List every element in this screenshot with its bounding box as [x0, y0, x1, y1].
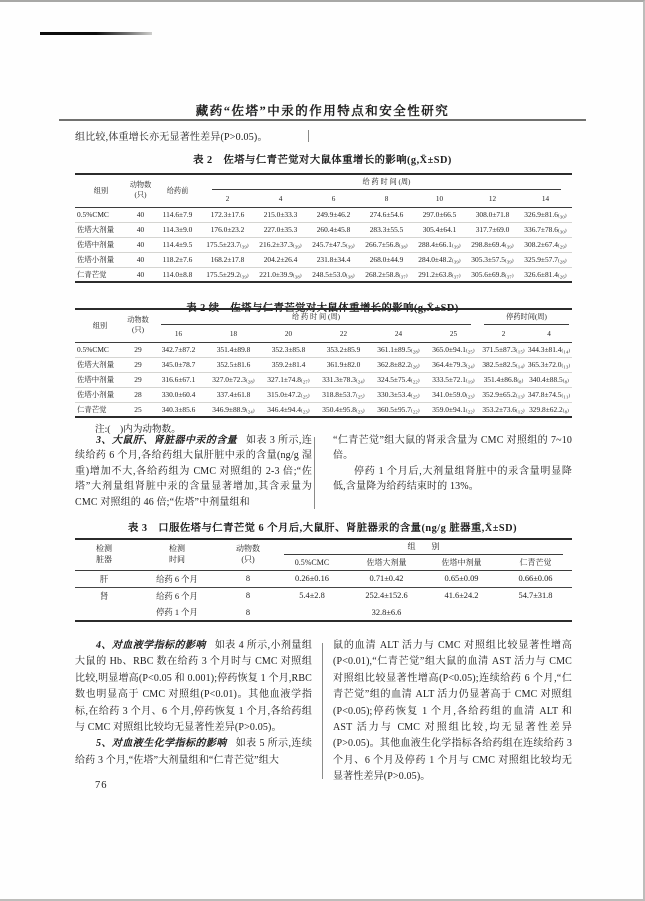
table-cell: 215.0±33.3 — [263, 210, 298, 219]
table-cell: 248.5±53.0₍₃₈₎ — [307, 267, 360, 282]
table-cell: 114.0±8.8 — [154, 267, 201, 282]
table-cell: 333.5±72.1₍₁₉₎ — [426, 372, 481, 387]
table-cell: 274.6±54.6 — [369, 210, 404, 219]
table-note: 注:( )内为动物数。 — [95, 424, 181, 435]
scan-artifact-bar — [40, 32, 152, 35]
t2b-h-group: 组别 — [75, 309, 125, 342]
table-cell: 340.4±88.5₍₈₎ — [526, 372, 572, 387]
table-cell: 298.8±69.4₍₃₉₎ — [466, 237, 519, 252]
section5-heading: 5、对血液生化学指标的影响 — [96, 738, 227, 750]
table-cell: 352.9±65.2₍₁₃₎ — [481, 387, 526, 402]
table-cell: 317.7±69.0 — [466, 222, 519, 237]
table-cell: 0.26±0.16 — [295, 574, 329, 583]
table-cell: 305.3±57.5₍₃₉₎ — [466, 252, 519, 267]
row-label: 肝 — [99, 574, 109, 584]
table-row — [75, 267, 572, 282]
row-label: 仁青芒觉 — [75, 402, 125, 417]
table-cell: 284.0±48.2₍₃₉₎ — [413, 252, 466, 267]
section4-paragraph — [75, 638, 312, 736]
table-cell: 330.0±60.4 — [151, 387, 206, 402]
table2b-title: 表 2 续 佐塔与仁青芒觉对大鼠体重增长的影响(g,X̄±SD) — [186, 303, 459, 314]
t2b-week: 18 — [206, 327, 261, 342]
table-cell: 25 — [125, 402, 151, 417]
row-label: 佐塔中剂量 — [75, 372, 125, 387]
table-cell: 40 — [127, 237, 154, 252]
table-cell: 268.2±58.8₍₃₇₎ — [360, 267, 413, 282]
t3-group: 0.5%CMC — [275, 555, 349, 570]
section3-text: 如表 3 所示,连续给药 6 个月,各给药组大鼠肝脏中汞的含量(ng/g 湿重)增加不大,各给药组为 CMC 对照组的 2-3 倍;“佐塔”大剂量组肾脏中汞的含量显著增加,其含汞量为 CMC 对照组的 46 倍;“佐塔”中剂量组和 — [75, 435, 312, 508]
table-cell: 364.4±79.3₍₂₄₎ — [426, 357, 481, 372]
t2b-stop-week: 4 — [526, 327, 572, 342]
table-cell: 288.4±66.1₍₃₉₎ — [413, 237, 466, 252]
t2-week: 14 — [519, 192, 572, 207]
t3-h-organ: 检测 脏器 — [75, 539, 133, 570]
table-cell: 291.2±63.8₍₃₇₎ — [413, 267, 466, 282]
table-cell: 365.0±94.1₍₂₅₎ — [432, 345, 475, 354]
t2b-h-animals: 动物数 (只) — [125, 309, 151, 342]
table-cell: 360.5±95.7₍₂₂₎ — [371, 402, 426, 417]
table-cell: 327.0±72.3₍₂₈₎ — [206, 372, 261, 387]
t2-h-animals: 动物数 (只) — [127, 174, 154, 207]
table-row — [75, 372, 572, 387]
table-cell: 340.3±85.6 — [151, 402, 206, 417]
table-cell: 0.71±0.42 — [369, 574, 404, 583]
table-cell: 305.6±69.8₍₃₇₎ — [466, 267, 519, 282]
table-cell: 326.9±81.6₍₃₀₎ — [524, 210, 567, 219]
table-cell — [275, 604, 349, 621]
table-cell: 359.2±81.4 — [261, 357, 316, 372]
table-cell: 40 — [127, 267, 154, 282]
table-cell: 345.0±78.7 — [151, 357, 206, 372]
table-cell: 0.66±0.06 — [518, 574, 553, 583]
section3-continuation: “仁青芒觉”组大鼠的肾汞含量为 CMC 对照组的 7~10 倍。 — [333, 435, 572, 462]
table-cell: 325.9±57.7₍₂₈₎ — [519, 252, 572, 267]
table-cell: 329.8±62.2₍₈₎ — [526, 402, 572, 417]
table-cell: 361.1±89.5₍₂₈₎ — [377, 345, 420, 354]
t3-h-spanner: 组 别 — [275, 539, 572, 555]
row-label: 0.5%CMC — [77, 210, 109, 219]
table-row — [75, 604, 572, 621]
table-cell: 305.4±64.1 — [413, 222, 466, 237]
row-label: 佐塔大剂量 — [75, 357, 125, 372]
t2b-h-stop-spanner: 停药时间(周) — [481, 309, 572, 327]
section3-paragraph — [75, 433, 312, 510]
table-cell: 308.2±67.4₍₂₉₎ — [519, 237, 572, 252]
table-cell: 245.7±47.5₍₃₉₎ — [307, 237, 360, 252]
table-cell: 249.9±46.2 — [316, 210, 351, 219]
table-cell: 347.8±74.5₍₁₁₎ — [526, 387, 572, 402]
table-cell: 359.0±94.1₍₂₂₎ — [426, 402, 481, 417]
column-divider-rule — [322, 643, 323, 779]
table-cell: 176.0±23.2 — [201, 222, 254, 237]
t2-week: 4 — [254, 192, 307, 207]
table-cell: 172.3±17.6 — [210, 210, 245, 219]
table-header-row — [75, 539, 572, 555]
row-label: 佐塔小剂量 — [75, 387, 125, 402]
table-cell: 252.4±152.6 — [349, 587, 424, 604]
table-cell: 118.2±7.6 — [154, 252, 201, 267]
table-cell: 231.8±34.4 — [307, 252, 360, 267]
table-cell: 114.3±9.0 — [154, 222, 201, 237]
t2-h-group: 组别 — [75, 174, 127, 207]
table-header-row — [75, 309, 572, 327]
section5-text: 如表 5 所示,连续给药 3 个月,“佐塔”大剂量组和“仁青芒觉”组大 — [75, 738, 313, 766]
row-label — [75, 604, 133, 621]
row-label: 肾 — [75, 587, 133, 604]
table-cell: 331.3±78.3₍₂₄₎ — [316, 372, 371, 387]
section5-continuation: 鼠的血清 ALT 活力与 CMC 对照组比较显著性增高(P<0.01),“仁青芒觉”组大鼠的血清 AST 活力与 CMC 对照组比较显著性增高(P<0.05);连续给药 6 个月,“仁青芒觉”组的血清 ALT 活力仍显著高于 CMC 对照组(P<0.05);停药恢复 1 个月,各给药组的血清 ALT 和 AST 活力与 CMC 对照组比较,均无显著性差异(P>0.05)。其他血液生化学指标各给药组在连续给药 3 个月、6 个月及停药 1 个月与 CMC 对照组比较均无显著性差异(P>0.05)。 — [333, 640, 572, 783]
t3-group: 仁青芒觉 — [499, 555, 572, 570]
table-cell: 346.4±94.4₍₂₃₎ — [261, 402, 316, 417]
t2b-week: 25 — [426, 327, 481, 342]
t2b-week: 24 — [371, 327, 426, 342]
table-cell: 283.3±55.5 — [360, 222, 413, 237]
table-cell: 32.8±6.6 — [371, 607, 402, 617]
table-cell: 351.4±89.8 — [216, 345, 251, 354]
table-cell: 344.3±81.4₍₁₄₎ — [527, 345, 571, 354]
t2-week: 10 — [413, 192, 466, 207]
t2-week: 2 — [201, 192, 254, 207]
table-cell: 216.2±37.3₍₃₉₎ — [254, 237, 307, 252]
column-divider-mark — [308, 130, 309, 142]
table-cell: 341.0±59.0₍₂₃₎ — [426, 387, 481, 402]
t3-h-animals: 动物数 (只) — [221, 539, 275, 570]
table-cell: 351.4±86.8₍₈₎ — [481, 372, 526, 387]
table-row — [75, 252, 572, 267]
t2-week: 6 — [307, 192, 360, 207]
t2-h-pre: 给药前 — [154, 174, 201, 207]
table-row — [75, 587, 572, 604]
table-cell: 337.4±61.8 — [206, 387, 261, 402]
table-cell: 175.5±23.7₍₃₉₎ — [201, 237, 254, 252]
table-cell: 260.4±45.8 — [307, 222, 360, 237]
table-cell: 353.2±73.6₍₁₂₎ — [481, 402, 526, 417]
section5-paragraph — [75, 736, 312, 769]
table-cell: 268.0±44.9 — [360, 252, 413, 267]
table-cell: 54.7±31.8 — [499, 587, 572, 604]
table-cell: 8 — [221, 587, 275, 604]
table-cell: 315.0±47.2₍₂₅₎ — [261, 387, 316, 402]
t2-h-spanner: 给 药 时 间 (周) — [201, 174, 572, 192]
t2b-week: 16 — [151, 327, 206, 342]
section4-heading: 4、对血液学指标的影响 — [96, 640, 206, 651]
section3-heading: 3、大鼠肝、肾脏器中汞的含量 — [96, 435, 238, 446]
table-row — [75, 570, 572, 587]
table-cell — [499, 604, 572, 621]
table-cell: 29 — [125, 357, 151, 372]
table-cell: 29 — [134, 345, 142, 354]
t3-group: 佐塔大剂量 — [349, 555, 424, 570]
table-cell: 326.6±81.4₍₂₆₎ — [519, 267, 572, 282]
table-3 — [75, 538, 572, 622]
table-cell: 352.3±85.8 — [271, 345, 306, 354]
t2b-week: 22 — [316, 327, 371, 342]
running-head-title: 藏药“佐塔”中汞的作用特点和安全性研究 — [195, 104, 450, 118]
table-cell: 41.6±24.2 — [424, 587, 499, 604]
table-cell: 28 — [125, 387, 151, 402]
table-cell: 365.3±72.0₍₁₃₎ — [526, 357, 572, 372]
left-column — [75, 638, 312, 769]
table-cell: 382.5±82.5₍₁₄₎ — [481, 357, 526, 372]
row-label: 0.5%CMC — [77, 345, 109, 354]
t2-week: 12 — [466, 192, 519, 207]
table-row — [75, 207, 572, 222]
table-cell: 168.2±17.8 — [201, 252, 254, 267]
table-cell: 308.0±71.8 — [475, 210, 510, 219]
table-cell: 342.7±87.2 — [161, 345, 196, 354]
table-cell: 350.4±95.8₍₂₃₎ — [316, 402, 371, 417]
table-row — [75, 387, 572, 402]
table-header-row — [75, 174, 572, 192]
table-cell: 175.5±29.2₍₃₉₎ — [201, 267, 254, 282]
row-label: 佐塔中剂量 — [75, 237, 127, 252]
table3-title: 表 3 口服佐塔与仁青芒觉 6 个月后,大鼠肝、肾脏器汞的含量(ng/g 脏器重,X̄±SD) — [127, 523, 518, 534]
table-cell: 330.3±53.4₍₂₅₎ — [371, 387, 426, 402]
table-cell: 40 — [136, 210, 145, 219]
section4-text: 如表 4 所示,小剂量组大鼠的 Hb、RBC 数在给药 3 个月时与 CMC 对照组比较,明显增高(P<0.05 和 0.001);停药恢复 1 个月,RBC 数也明显高于 CMC 对照组(P<0.01)。其他血液学指标,在给药 3 个月、6 个月,停药恢复 1 个月,各给药组与 CMC 对照组比较均无显著性差异(P>0.05)。 — [75, 640, 312, 734]
table-cell: 给药 6 个月 — [156, 574, 198, 584]
table-cell: 0.65±0.09 — [444, 574, 479, 583]
table-cell: 5.4±2.8 — [275, 587, 349, 604]
table-cell: 362.8±82.2₍₂₆₎ — [371, 357, 426, 372]
table-cell: 8 — [245, 607, 251, 617]
table-cell: 324.5±75.4₍₂₂₎ — [371, 372, 426, 387]
t3-group: 佐塔中剂量 — [424, 555, 499, 570]
table-cell: 353.2±85.9 — [326, 345, 361, 354]
column-divider-rule — [314, 437, 315, 509]
table-cell: 371.5±87.3₍₁₅₎ — [482, 345, 525, 354]
table-cell: 297.0±66.5 — [422, 210, 457, 219]
left-column — [75, 433, 312, 510]
table-cell: 266.7±56.8₍₃₈₎ — [360, 237, 413, 252]
table-cell — [424, 604, 499, 621]
table-cell: 361.9±82.0 — [316, 357, 371, 372]
table-cell: 352.5±81.6 — [206, 357, 261, 372]
right-column — [333, 433, 572, 495]
table-cell: 40 — [127, 222, 154, 237]
table-cell: 346.9±88.9₍₂₄₎ — [206, 402, 261, 417]
table-cell: 40 — [127, 252, 154, 267]
table-2-continued — [75, 308, 572, 418]
table-cell: 316.6±67.1 — [151, 372, 206, 387]
right-column — [333, 638, 572, 786]
t3-h-time: 检测 时间 — [133, 539, 221, 570]
row-label: 佐塔大剂量 — [75, 222, 127, 237]
table-cell: 318.8±53.7₍₂₅₎ — [316, 387, 371, 402]
row-label: 佐塔小剂量 — [75, 252, 127, 267]
intro-line: 组比较,体重增长亦无显著性差异(P>0.05)。 — [75, 132, 268, 143]
table-row — [75, 357, 572, 372]
t2b-stop-week: 2 — [481, 327, 526, 342]
table-row — [75, 402, 572, 417]
table-row — [75, 237, 572, 252]
t2b-week: 20 — [261, 327, 316, 342]
table-cell: 327.1±74.8₍₂₇₎ — [261, 372, 316, 387]
row-label: 仁青芒觉 — [75, 267, 127, 282]
table-cell: 227.0±35.3 — [254, 222, 307, 237]
t2-week: 8 — [360, 192, 413, 207]
table-cell: 336.7±78.6₍₃₀₎ — [519, 222, 572, 237]
header-rule — [59, 119, 586, 121]
table-cell: 29 — [125, 372, 151, 387]
table-cell: 204.2±26.4 — [254, 252, 307, 267]
table-cell: 114.4±9.5 — [154, 237, 201, 252]
table-cell: 114.6±7.9 — [162, 210, 193, 219]
t2b-h-spanner: 给 药 时 间 (周) — [151, 309, 481, 327]
table2-title: 表 2 佐塔与仁青芒觉对大鼠体重增长的影响(g,X̄±SD) — [193, 155, 452, 166]
table-cell: 给药 6 个月 — [133, 587, 221, 604]
table-cell: 停药 1 个月 — [156, 608, 198, 617]
table-2 — [75, 173, 572, 283]
page-number: 76 — [95, 780, 108, 791]
table-row — [75, 222, 572, 237]
table-cell: 221.0±39.9₍₃₈₎ — [254, 267, 307, 282]
table-cell: 8 — [245, 574, 251, 583]
section3-paragraph-2: 停药 1 个月后,大剂量组肾脏中的汞含量明显降低,含量降为给药结束时的 13%。 — [333, 465, 572, 493]
table-row — [75, 342, 572, 357]
